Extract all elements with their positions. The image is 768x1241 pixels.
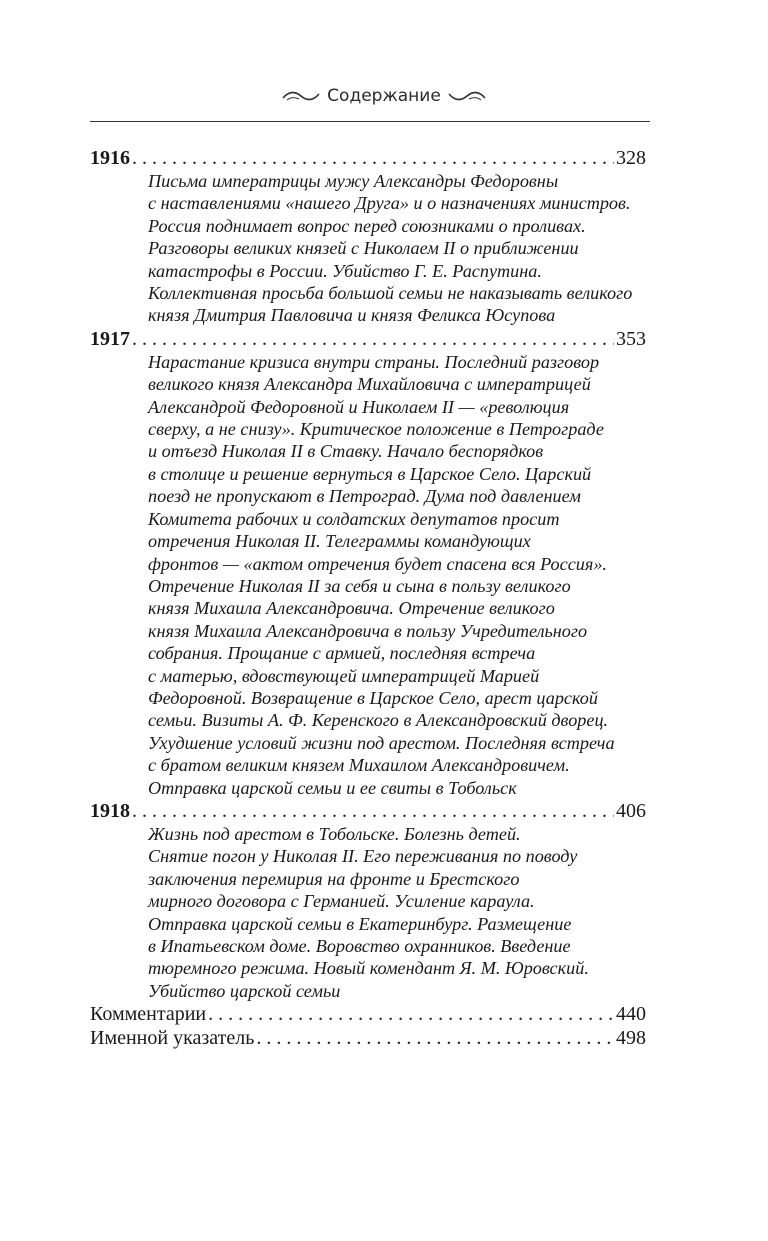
toc-page-number: 328 — [616, 147, 646, 169]
toc-year: 1917 — [90, 327, 130, 350]
desc-line: Отречение Николая II за себя и сына в пользу великого — [148, 575, 571, 596]
desc-line: в столице и решение вернуться в Царское Село. Царский — [148, 463, 592, 484]
desc-line: и отъезд Николая II в Ставку. Начало беспорядков — [148, 441, 544, 462]
toc-label: Комментарии — [90, 1003, 207, 1026]
desc-line: катастрофы в России. Убийство Г. Е. Распутина. — [148, 260, 542, 281]
desc-line: с матерью, вдовствующей императрицей Марией — [148, 665, 540, 686]
toc-entry-heading[interactable] — [90, 1002, 646, 1026]
desc-line: собрания. Прощание с армией, последняя встреча — [148, 643, 536, 664]
desc-line: с наставлениями «нашего Друга» и о назначениях министров. — [148, 193, 631, 214]
toc-entry-description — [148, 823, 646, 1002]
desc-line: поезд не пропускают в Петроград. Дума под давлением — [148, 486, 581, 507]
desc-line: заключения перемирия на фронте и Брестского — [148, 868, 520, 889]
header-rule — [90, 121, 650, 122]
toc-page-number: 406 — [616, 799, 646, 822]
toc-page-number: 498 — [616, 1027, 646, 1050]
leader-dots — [256, 1026, 614, 1050]
table-of-contents — [90, 146, 646, 1050]
toc-entry-1917 — [90, 327, 646, 799]
toc-entry-1916 — [90, 146, 646, 327]
leader-dots — [208, 1002, 614, 1026]
desc-line: семьи. Визиты А. Ф. Керенского в Александровский дворец. — [148, 710, 609, 731]
toc-label: Именной указатель — [90, 1027, 255, 1050]
toc-entry-heading[interactable] — [90, 146, 646, 170]
toc-entry-description — [148, 351, 646, 799]
toc-entry-1918 — [90, 799, 646, 1002]
desc-line: Письма императрицы мужу Александры Федоровны — [148, 171, 559, 191]
desc-line: великого князя Александра Михайловича с императрицей — [148, 374, 591, 395]
desc-line: с братом великим князем Михаилом Александровичем. — [148, 755, 570, 776]
ornament-right-icon — [447, 89, 487, 103]
desc-line: в Ипатьевском доме. Воровство охранников. Введение — [148, 936, 571, 956]
desc-line: Россия поднимает вопрос перед союзниками о проливах. — [148, 215, 586, 236]
desc-line: князя Михаила Александровича в пользу Учредительного — [148, 620, 588, 641]
desc-line: князя Дмитрия Павловича и князя Феликса Юсупова — [148, 305, 556, 326]
desc-line: Нарастание кризиса внутри страны. Последний разговор — [148, 351, 600, 372]
toc-entry-comments — [90, 1002, 646, 1026]
leader-dots — [132, 146, 614, 170]
toc-entry-heading[interactable] — [90, 799, 646, 823]
leader-dots — [132, 327, 614, 351]
desc-line: Комитета рабочих и солдатских депутатов просит — [148, 508, 560, 529]
toc-year: 1918 — [90, 799, 130, 822]
desc-line: Отправка царской семьи в Екатеринбург. Размещение — [148, 913, 572, 934]
desc-line: Снятие погон у Николая II. Его переживания по поводу — [148, 846, 578, 867]
desc-line: фронтов — «актом отречения будет спасена вся Россия». — [148, 553, 607, 574]
toc-page-number: 440 — [616, 1003, 646, 1026]
ornament-left-icon — [281, 89, 321, 103]
desc-line: мирного договора с Германией. Усиление караула. — [148, 891, 535, 912]
toc-page-number: 353 — [616, 327, 646, 350]
desc-line: князя Михаила Александровича. Отречение великого — [148, 598, 555, 619]
desc-line: Ухудшение условий жизни под арестом. Последняя встреча — [148, 732, 615, 753]
toc-entry-heading[interactable] — [90, 1026, 646, 1050]
running-header — [0, 86, 768, 106]
toc-entry-description — [148, 170, 646, 327]
desc-line: сверху, а не снизу». Критическое положение в Петрограде — [148, 419, 604, 440]
desc-line: Александрой Федоровной и Николаем II — «революция — [148, 396, 570, 417]
desc-line: отречения Николая II. Телеграммы командующих — [148, 531, 531, 552]
desc-line: Разговоры великих князей с Николаем II о приближении — [148, 238, 579, 259]
header-title: Содержание — [327, 86, 441, 106]
toc-entry-heading[interactable] — [90, 327, 646, 351]
leader-dots — [132, 799, 614, 823]
desc-line: Убийство царской семьи — [148, 980, 341, 1001]
desc-line: Коллективная просьба большой семьи не наказывать великого — [148, 283, 633, 304]
desc-line: Жизнь под арестом в Тобольске. Болезнь детей. — [148, 823, 521, 844]
toc-entry-name-index — [90, 1026, 646, 1050]
desc-line: тюремного режима. Новый комендант Я. М. Юровский. — [148, 958, 589, 979]
desc-line: Федоровной. Возвращение в Царское Село, арест царской — [148, 687, 598, 708]
toc-year: 1916 — [90, 147, 130, 169]
desc-line: Отправка царской семьи и ее свиты в Тобольск — [148, 777, 517, 798]
